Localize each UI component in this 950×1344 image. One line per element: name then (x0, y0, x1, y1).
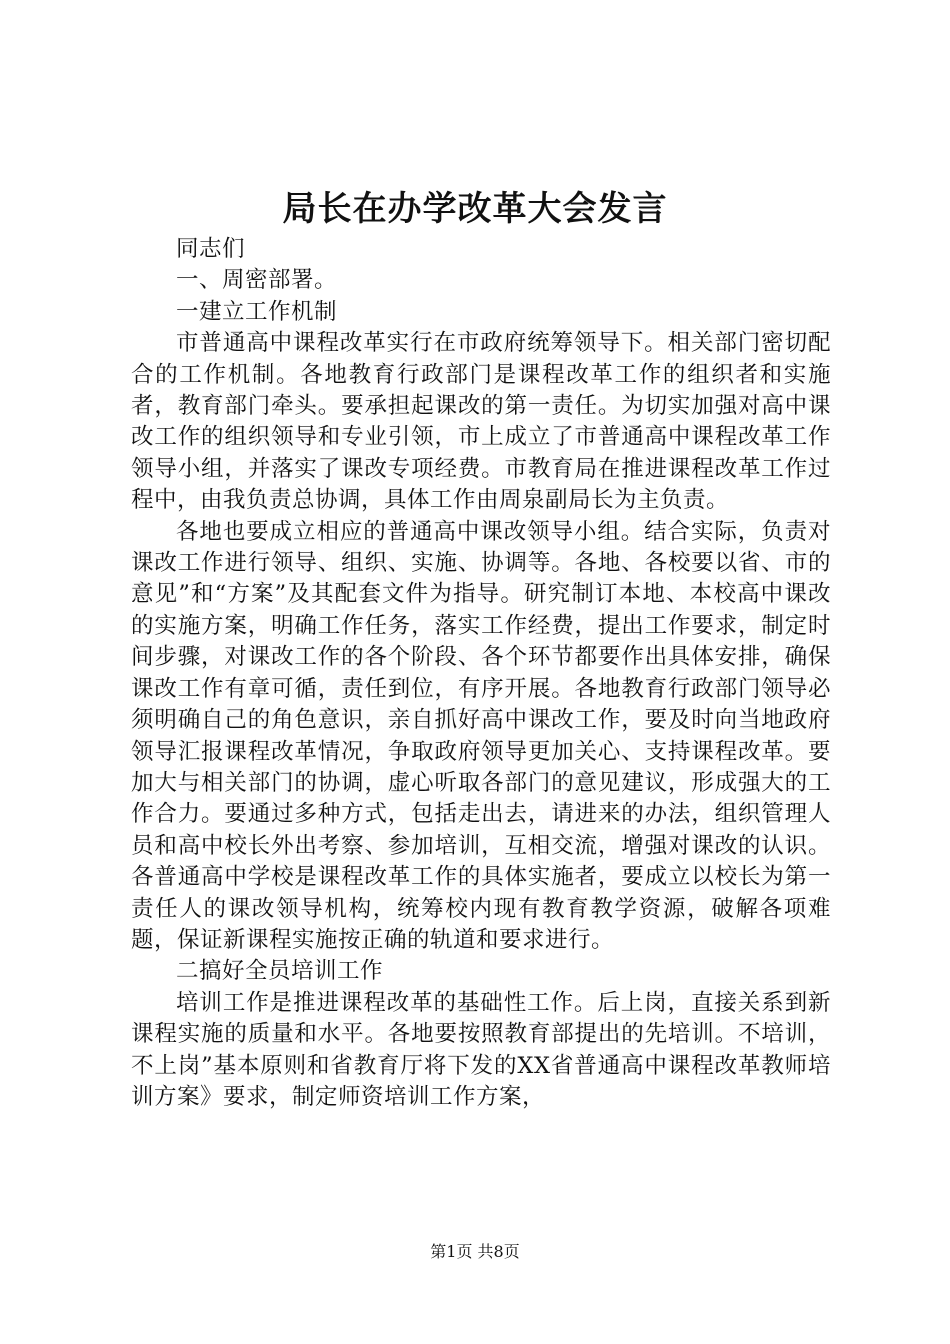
paragraph-greeting: 同志们 (176, 236, 246, 262)
paragraph-subsection-2-heading: 二搞好全员培训工作 (176, 958, 384, 985)
paragraph-body: 市普通高中课程改革实行在市政府统筹领导下。相关部门密切配合的工作机制。各地教育行政部门是课程改革工作的组织者和实施者，教育部门牵头。要承担起课改的第一责任。为切实加强对高中课改工作的组织领导和专业引领，市上成立了市普通高中课程改革工作领导小组，并落实了课改专项经费。市教育局在推进课程改革工作过程中，由我负责总协调，具体工作由周泉副局长为主负责。 (131, 330, 831, 514)
paragraph-body: 各地也要成立相应的普通高中课改领导小组。结合实际，负责对课改工作进行领导、组织、实施、协调等。各地、各校要以省、市的意见”和“方案”及其配套文件为指导。研究制订本地、本校高中课改的实施方案，明确工作任务，落实工作经费，提出工作要求，制定时间步骤，对课改工作的各个阶段、各个环节都要作出具体安排，确保课改工作有章可循，责任到位，有序开展。各地教育行政部门领导必须明确自己的角色意识，亲自抓好高中课改工作，要及时向当地政府领导汇报课程改革情况，争取政府领导更加关心、支持课程改革。要加大与相关部门的协调，虚心听取各部门的意见建议，形成强大的工作合力。要通过多种方式，包括走出去，请进来的办法，组织管理人员和高中校长外出考察、参加培训，互相交流，增强对课改的认识。各普通高中学校是课程改革工作的具体实施者，要成立以校长为第一责任人的课改领导机构，统筹校内现有教育教学资源，破解各项难题，保证新课程实施按正确的轨道和要求进行。 (131, 518, 831, 953)
paragraph-subsection-1-heading: 一建立工作机制 (176, 298, 338, 325)
page-footer: 第1页 共8页 (430, 1242, 520, 1261)
document-body (131, 234, 831, 1113)
paragraph-section-1-heading: 一、周密部署。 (176, 267, 338, 294)
document-title: 局长在办学改革大会发言 (282, 189, 668, 229)
paragraph-body: 培训工作是推进课程改革的基础性工作。后上岗，直接关系到新课程实施的质量和水平。各地要按照教育部提出的先培训。不培训，不上岗”基本原则和省教育厅将下发的XX省普通高中课程改革教师培训方案》要求，制定师资培训工作方案， (131, 989, 831, 1110)
